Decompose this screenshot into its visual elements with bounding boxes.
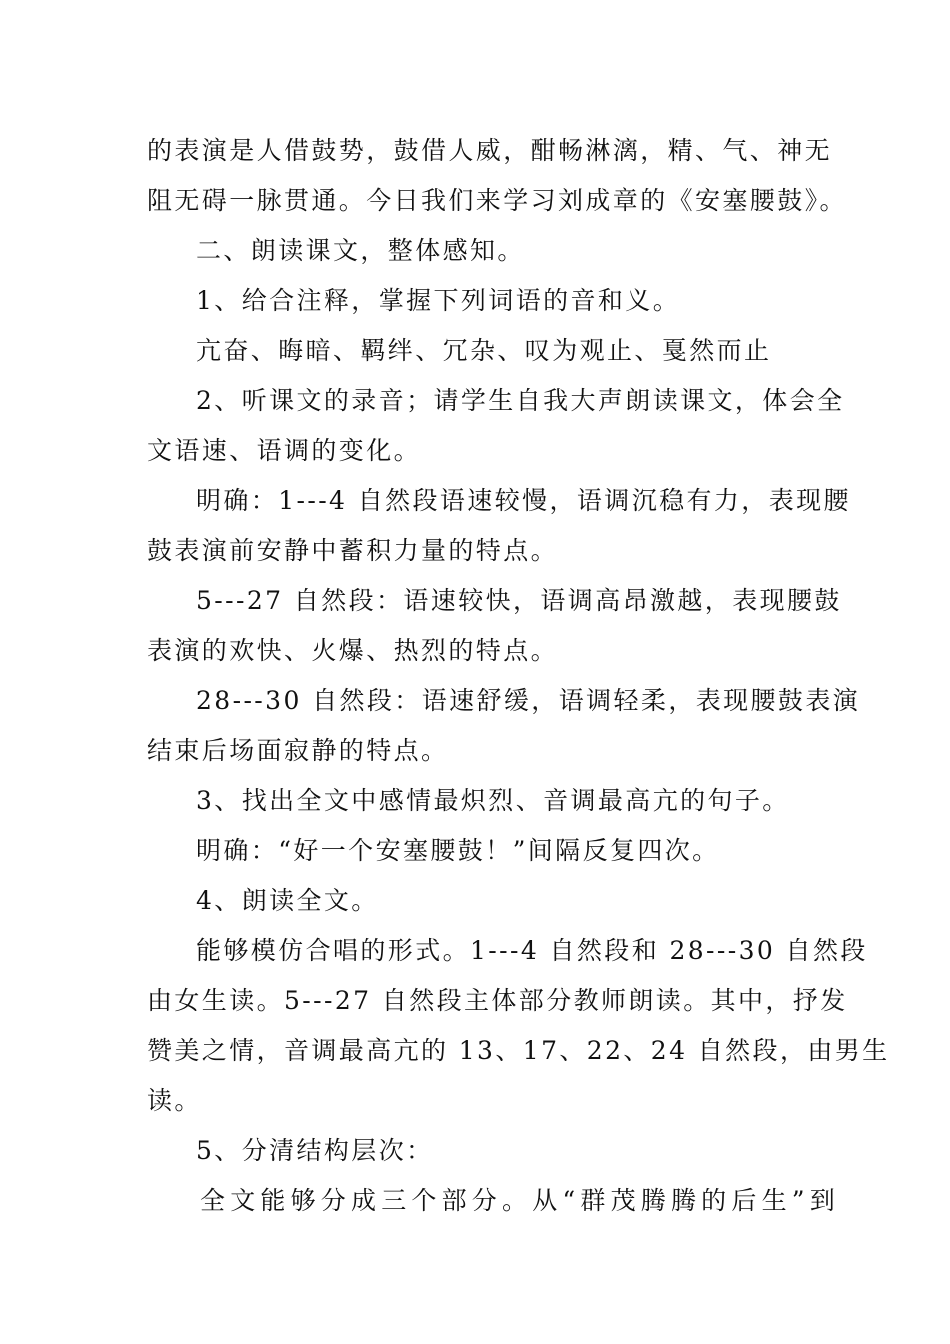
text-line: 能够模仿合唱的形式。1---4 自然段和 28---30 自然段 (196, 936, 868, 965)
text-line: 28---30 自然段：语速舒缓，语调轻柔，表现腰鼓表演 (196, 686, 861, 715)
text-line: 结束后场面寂静的特点。 (147, 736, 449, 765)
text-line: 阻无碍一脉贯通。今日我们来学习刘成章的《安塞腰鼓》。 (147, 186, 847, 215)
text-line: 表演的欢快、火爆、热烈的特点。 (147, 636, 559, 665)
text-line: 1、给合注释，掌握下列词语的音和义。 (196, 286, 681, 315)
section-heading: 二、朗读课文，整体感知。 (196, 236, 525, 265)
vocabulary-line: 亢奋、晦暗、羁绊、冗杂、叹为观止、戛然而止 (196, 336, 772, 365)
text-line: 3、找出全文中感情最炽烈、音调最高亢的句子。 (196, 786, 790, 815)
text-line: 5、分清结构层次： (196, 1136, 434, 1165)
text-line: 全文能够分成三个部分。从“群茂腾腾的后生”到 (200, 1186, 840, 1215)
text-line: 鼓表演前安静中蓄积力量的特点。 (147, 536, 559, 565)
text-line: 明确：1---4 自然段语速较慢，语调沉稳有力，表现腰 (196, 486, 851, 515)
text-line: 2、听课文的录音；请学生自我大声朗读课文，体会全 (196, 386, 845, 415)
text-line: 的表演是人借鼓势，鼓借人威，酣畅淋漓，精、气、神无 (147, 136, 833, 165)
text-line: 5---27 自然段：语速较快，语调高昂激越，表现腰鼓 (196, 586, 842, 615)
text-line: 赞美之情，音调最高亢的 13、17、22、24 自然段，由男生 (147, 1036, 890, 1065)
text-line: 明确：“好一个安塞腰鼓！”间隔反复四次。 (196, 836, 720, 865)
text-line: 读。 (147, 1086, 202, 1115)
text-line: 由女生读。5---27 自然段主体部分教师朗读。其中，抒发 (147, 986, 848, 1015)
text-line: 文语速、语调的变化。 (147, 436, 422, 465)
text-line: 4、朗读全文。 (196, 886, 379, 915)
